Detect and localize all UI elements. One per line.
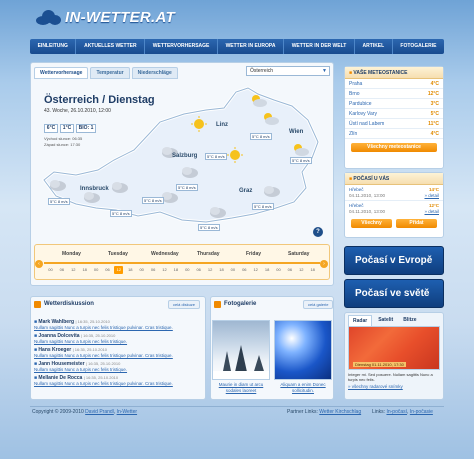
day-label: Monday xyxy=(62,251,81,257)
cloud-icon xyxy=(110,180,130,194)
author-name[interactable]: Mark Wahlberg xyxy=(38,319,75,325)
nav-item-wettervorhersage[interactable]: WETTERVORHERSAGE xyxy=(145,39,218,54)
station-name: Brno xyxy=(349,91,360,97)
discussion-item xyxy=(34,375,202,386)
author-name[interactable]: Jann Housemeister xyxy=(38,361,85,367)
partner-links xyxy=(287,409,361,415)
partner-link[interactable]: Wetter Kirchschlag xyxy=(319,409,362,415)
local-detail-link[interactable]: » detail xyxy=(424,192,439,198)
station-temp: 11°C xyxy=(428,121,439,127)
hour-tick[interactable]: 00 xyxy=(276,267,281,272)
author-name[interactable]: Joanna Dolcevita xyxy=(38,333,80,339)
discussion-item xyxy=(34,333,202,344)
station-row[interactable] xyxy=(345,119,443,129)
tab-radar[interactable]: Radar xyxy=(348,315,372,326)
cloud-icon xyxy=(180,165,200,179)
weather-badge: 5°C 8 m/s xyxy=(144,198,162,203)
station-temp: 4°C xyxy=(430,81,439,87)
city-graz[interactable]: Graz xyxy=(239,188,253,194)
hour-tick[interactable]: 00 xyxy=(93,267,99,272)
radar-box xyxy=(344,312,444,400)
region-select-value: Österreich xyxy=(250,68,274,74)
sun-icon xyxy=(190,116,208,132)
hour-tick[interactable]: 12 xyxy=(299,267,304,272)
weather-badge: 5°C 8 m/s xyxy=(207,154,225,159)
city-wien[interactable]: Wien xyxy=(289,129,304,135)
hour-tick[interactable]: 06 xyxy=(196,267,201,272)
post-text[interactable]: Nullam sagittis Nunc a turpis nec felis tristique. xyxy=(34,339,128,344)
partner-label: Partner Links: xyxy=(287,409,318,415)
hour-tick[interactable]: 18 xyxy=(264,267,270,272)
cloud-icon xyxy=(262,184,282,198)
hour-tick[interactable]: 18 xyxy=(310,267,315,272)
site-link[interactable]: In-Wetter xyxy=(116,409,138,415)
station-row[interactable] xyxy=(345,89,443,99)
footer-divider xyxy=(30,406,444,407)
city-innsbruck[interactable]: Innsbruck xyxy=(80,186,109,192)
weather-badge: 5°C 8 m/s xyxy=(200,225,218,230)
post-text[interactable]: Nullam sagittis Nunc a turpis nec felis tristique pulvinar. Cras tristique. xyxy=(34,325,173,330)
links-label: Links: xyxy=(372,409,386,415)
main-nav xyxy=(30,39,444,54)
temp-min: 1°C xyxy=(60,124,74,133)
discussion-item xyxy=(34,347,202,358)
station-row[interactable] xyxy=(345,129,443,139)
discussion-title: Wetterdiskussion xyxy=(44,301,94,307)
hour-tick[interactable]: 00 xyxy=(185,267,190,272)
footer-link[interactable]: In-počasí xyxy=(386,409,408,415)
nav-item-wetter-in-der-welt[interactable]: WETTER IN DER WELT xyxy=(284,39,355,54)
full-discussion-button[interactable]: celá diskuze xyxy=(168,300,200,309)
nav-item-wetter-in-europa[interactable]: WETTER IN EUROPA xyxy=(218,39,284,54)
user-icon: ■ xyxy=(34,333,38,339)
discussion-item xyxy=(34,319,202,330)
hour-tick[interactable]: 12 xyxy=(114,266,123,274)
city-linz[interactable]: Linz xyxy=(216,122,228,128)
site-logo[interactable] xyxy=(34,6,175,28)
chevron-down-icon: ▼ xyxy=(322,68,327,74)
post-time: | 16:35, 25.10.2010 xyxy=(75,319,110,324)
local-weather-title: ■ POČASÍ U VÁS xyxy=(345,173,443,185)
nav-item-artikel[interactable]: ARTIKEL xyxy=(355,39,393,54)
nav-item-aktuelles-wetter[interactable]: AKTUELLES WETTER xyxy=(76,39,145,54)
hour-tick[interactable]: 12 xyxy=(162,267,167,272)
photo-caption[interactable]: Maurie in diam ut arcu sodales laoreet xyxy=(218,382,264,393)
gallery-photo[interactable] xyxy=(212,320,270,380)
europe-weather-banner[interactable]: Počasí v Evropě xyxy=(344,246,444,275)
local-entry xyxy=(345,200,443,216)
post-text[interactable]: Nullam sagittis Nunc a turpis nec felis tristique pulvinar. Cras tristique. xyxy=(34,353,173,358)
station-name: Karlovy Vary xyxy=(349,111,377,117)
next-arrow-icon[interactable]: › xyxy=(320,260,328,268)
post-text[interactable]: Nullam sagittis Nunc a turpis nec felis tristique. xyxy=(34,367,128,372)
station-row[interactable] xyxy=(345,79,443,89)
footer-links: Links: In-počasí, In-počasie xyxy=(372,409,433,415)
day-label: Thursday xyxy=(197,251,220,257)
full-gallery-button[interactable]: celá galerie xyxy=(303,300,333,309)
tab-niederschlaege[interactable]: Niederschläge xyxy=(132,67,178,79)
hour-tick[interactable]: 18 xyxy=(173,267,179,272)
forecast-tabs xyxy=(34,67,178,79)
station-row[interactable] xyxy=(345,99,443,109)
post-time: | 16:35, 25.10.2010 xyxy=(80,333,116,338)
stations-box xyxy=(344,66,444,169)
post-time: | 16:35, 25.10.2010 xyxy=(83,375,119,380)
station-name: Pardubice xyxy=(349,101,372,107)
station-name: Ústí nad Labem xyxy=(349,121,385,127)
hour-tick[interactable]: 06 xyxy=(105,267,110,272)
date-line: 43. Woche, 26.10.2010, 12:00 xyxy=(44,108,111,114)
radar-timestamp: Dienstag 01.11.2010, 17:30 xyxy=(355,362,404,367)
all-local-button[interactable]: Všechny xyxy=(351,219,392,228)
stations-title: ■ VAŠE METEOSTANICE xyxy=(345,67,443,79)
local-temp: 14°C xyxy=(428,187,439,192)
all-stations-button[interactable]: Všechny meteostanice xyxy=(351,143,437,152)
local-detail-link[interactable]: » detail xyxy=(424,208,439,214)
cloud-logo-icon xyxy=(34,8,62,26)
cloud-icon xyxy=(208,205,228,219)
station-temp: 5°C xyxy=(430,111,439,117)
hour-tick[interactable]: 06 xyxy=(287,267,293,272)
day-label: Tuesday xyxy=(108,251,128,257)
user-icon: ■ xyxy=(34,347,38,353)
weather-badge: 5°C 8 m/s xyxy=(112,211,130,216)
local-place[interactable]: Hřebeč xyxy=(349,187,364,192)
sunset-text: Západ slunce: 17:30 xyxy=(44,142,81,147)
radar-tabs xyxy=(345,313,443,326)
local-temp: 12°C xyxy=(428,203,439,208)
post-time: | 16:35, 25.10.2010 xyxy=(72,347,108,352)
local-place[interactable]: Hřebeč xyxy=(349,203,364,208)
cloud-icon xyxy=(292,143,310,157)
radar-map-image[interactable] xyxy=(348,326,440,370)
hour-tick[interactable]: 18 xyxy=(128,267,133,272)
user-icon: ■ xyxy=(34,319,38,325)
author-name[interactable]: Hans Kroeger xyxy=(38,347,72,353)
logo-text: IN-WETTER.AT xyxy=(65,8,175,26)
local-date: 04.11.2010, 13:00 xyxy=(349,208,385,214)
cloud-icon xyxy=(48,178,68,192)
help-icon[interactable]: ? xyxy=(313,227,323,237)
tab-blitze[interactable]: Blitze xyxy=(403,317,417,323)
region-select[interactable] xyxy=(246,66,330,76)
weather-badge: 5°C 8 m/s xyxy=(254,204,272,209)
prev-arrow-icon[interactable]: ‹ xyxy=(35,260,43,268)
station-temp: 12°C xyxy=(427,91,439,97)
page-title: Österreich / Dienstag xyxy=(44,94,155,106)
station-list xyxy=(345,79,443,139)
station-temp: 4°C xyxy=(430,131,439,137)
user-icon: ■ xyxy=(34,375,38,381)
nav-item-fotogalerie[interactable]: FOTOGALERIE xyxy=(400,43,437,49)
author-name[interactable]: Mellanie De Rocca xyxy=(38,375,83,381)
hour-tick[interactable]: 00 xyxy=(139,267,144,272)
local-buttons xyxy=(345,216,443,231)
discussion-item xyxy=(34,361,202,372)
hour-tick[interactable]: 12 xyxy=(207,267,213,272)
sunrise-text: Východ slunce: 06:35 xyxy=(44,136,83,141)
time-track xyxy=(44,262,320,264)
copyright: Copyright © 2009-2010 David Prandl, In-Wetter xyxy=(32,409,138,415)
photo-caption[interactable]: Aliquam a enim Donec sollicitudin. xyxy=(280,382,326,393)
hour-tick[interactable]: 00 xyxy=(48,267,53,272)
author-link[interactable]: David Prandl xyxy=(85,409,114,415)
copyright-text: Copyright © 2009-2010 xyxy=(32,409,84,415)
hour-tick[interactable]: 18 xyxy=(82,267,87,272)
snowy-trees-image xyxy=(213,321,270,380)
sun-info xyxy=(44,136,82,148)
day-label: Wednesday xyxy=(151,251,179,257)
station-row[interactable] xyxy=(345,109,443,119)
user-icon: ■ xyxy=(34,361,38,367)
discussion-icon xyxy=(34,301,41,308)
gallery-photo[interactable] xyxy=(274,320,332,380)
tab-wettervorhersage[interactable]: Wettervorhersage xyxy=(34,67,88,79)
hour-tick[interactable]: 06 xyxy=(150,267,156,272)
add-local-button[interactable]: Přidat xyxy=(396,219,437,228)
weather-badge: 5°C 8 m/s xyxy=(178,185,196,190)
local-weather-box xyxy=(344,172,444,238)
weather-badge: 5°C 8 m/s xyxy=(292,158,310,163)
station-temp: 3°C xyxy=(430,101,439,107)
post-time: | 16:35, 25.10.2010 xyxy=(85,361,121,366)
gallery-title: Fotogalerie xyxy=(224,301,257,307)
temp-max: 6°C xyxy=(44,124,58,133)
discussion-list xyxy=(34,319,202,389)
hour-tick[interactable]: 12 xyxy=(71,267,76,272)
station-name: Praha xyxy=(349,81,363,87)
hour-tick[interactable]: 06 xyxy=(59,267,65,272)
day-label: Friday xyxy=(246,251,262,257)
city-salzburg[interactable]: Salzburg xyxy=(172,153,198,159)
hour-tick[interactable]: 12 xyxy=(253,267,258,272)
day-label: Saturday xyxy=(288,251,310,257)
station-name: Zlín xyxy=(349,131,358,137)
footer-link[interactable]: In-počasie xyxy=(409,409,433,415)
post-text[interactable]: Nullam sagittis Nunc a turpis nec felis tristique pulvinar. Cras tristique. xyxy=(34,381,173,386)
hour-tick[interactable]: 18 xyxy=(219,267,224,272)
local-date: 04.11.2010, 13:00 xyxy=(349,192,385,198)
hour-tick[interactable]: 00 xyxy=(230,267,236,272)
sun-icon xyxy=(226,147,244,163)
tab-satelit[interactable]: Satelit xyxy=(378,317,394,323)
nav-item-einleitung[interactable]: EINLEITUNG xyxy=(30,39,76,54)
cloud-icon xyxy=(82,190,102,204)
cloud-icon xyxy=(262,112,280,126)
cloud-icon xyxy=(250,94,268,108)
bio-index: BIO: 1 xyxy=(76,124,96,133)
all-radar-link[interactable]: » všechny radarové snímky xyxy=(348,384,403,389)
world-weather-banner[interactable]: Počasí ve světě xyxy=(344,279,444,308)
weather-badge: 5°C 8 m/s xyxy=(252,134,270,139)
radar-description: Integer mi. Sed posuere. Nullam sagittis Nunc a turpis nec felis. xyxy=(348,372,433,382)
weather-badge: 5°C 8 m/s xyxy=(50,199,68,204)
hour-tick[interactable]: 06 xyxy=(242,267,247,272)
local-entry xyxy=(345,185,443,200)
gallery-icon xyxy=(214,301,221,308)
tab-temperatur[interactable]: Temperatur xyxy=(90,67,129,79)
